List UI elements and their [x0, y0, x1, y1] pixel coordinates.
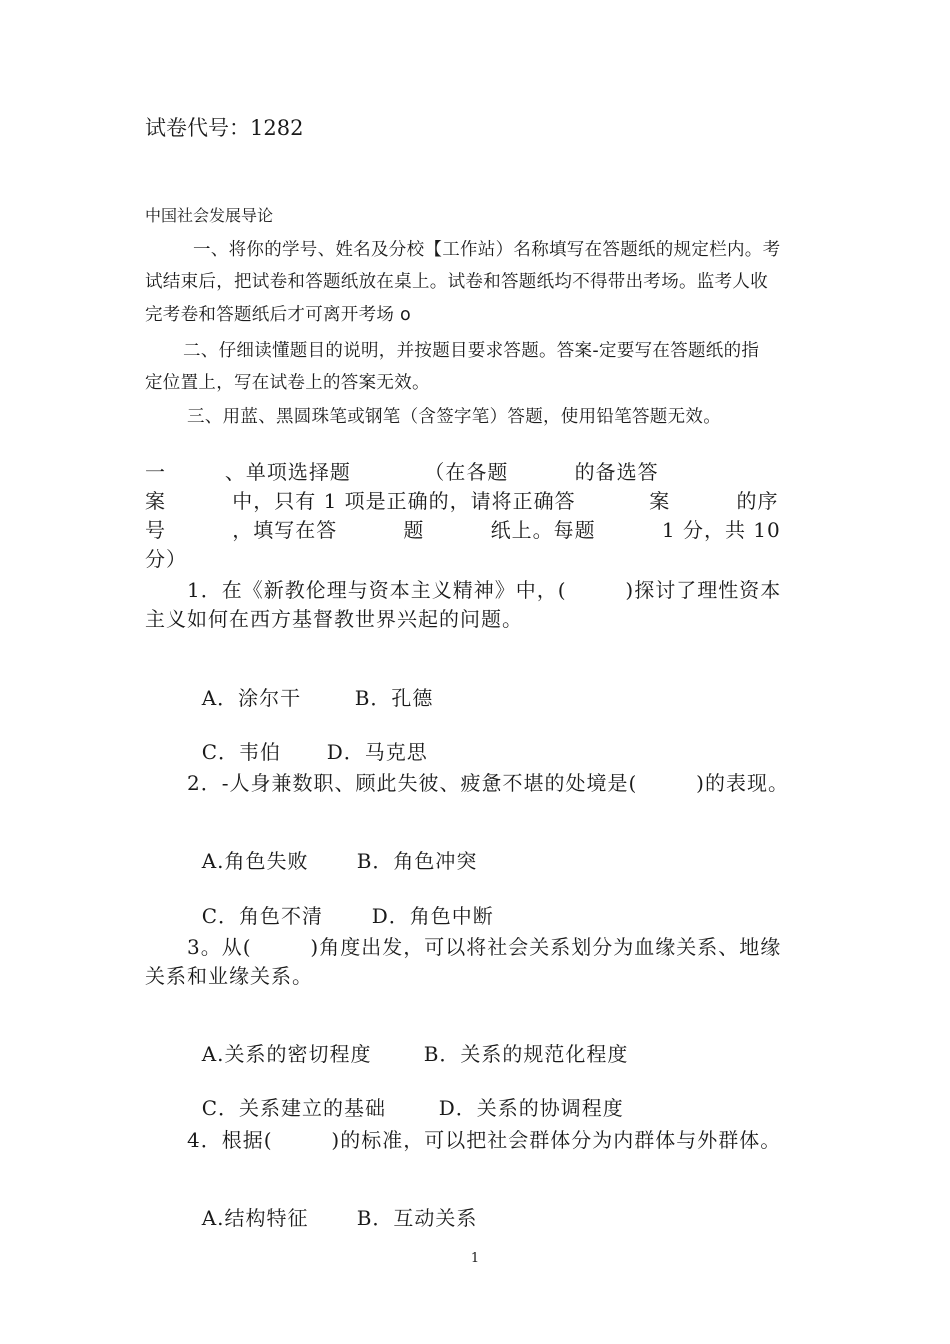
- question-2-stem: 2．-人身兼数职、顾此失彼、疲惫不堪的处境是( )的表现。: [187, 771, 789, 795]
- option-a: A.角色失败: [201, 849, 309, 873]
- question-3-options-row: [187, 1014, 628, 1067]
- question-3-stem: 3。从( )角度出发，可以将社会关系划分为血缘关系、地缘: [187, 935, 782, 959]
- question-1-stem: 1．在《新教伦理与资本主义精神》中，( )探讨了理性资本: [187, 578, 782, 602]
- option-b: B．孔德: [354, 686, 434, 710]
- option-b: B．关系的规范化程度: [423, 1042, 629, 1066]
- instruction-line: 一、将你的学号、姓名及分校【工作站）名称填写在答题纸的规定栏内。考: [193, 240, 781, 260]
- section-heading-line: 一 、单项选择题 （在各题 的备选答: [145, 460, 659, 484]
- instruction-line: 定位置上，写在试卷上的答案无效。: [145, 373, 430, 393]
- question-1-options-row: [187, 658, 433, 711]
- question-4-options-row: [187, 1178, 477, 1231]
- option-c: C．关系建立的基础: [201, 1096, 387, 1120]
- paper-code: 试卷代号：1282: [145, 116, 304, 140]
- instruction-line: 二、仔细读懂题目的说明，并按题目要求答题。答案-定要写在答题纸的指: [183, 341, 760, 361]
- question-3-stem: 关系和业缘关系。: [145, 964, 313, 988]
- option-a: A.结构特征: [201, 1206, 309, 1230]
- option-c: C．韦伯: [201, 740, 282, 764]
- question-1-stem: 主义如何在西方基督教世界兴起的问题。: [145, 607, 523, 631]
- page-number: 1: [470, 1251, 480, 1266]
- instruction-line: 完考卷和答题纸后才可离开考场 o: [145, 305, 412, 325]
- option-c: C．角色不清: [201, 904, 324, 928]
- question-4-stem: 4．根据( )的标准，可以把社会群体分为内群体与外群体。: [187, 1128, 782, 1152]
- section-heading-line: 案 中，只有 1 项是正确的，请将正确答 案 的序: [145, 489, 779, 513]
- option-b: B．互动关系: [356, 1206, 478, 1230]
- option-a: A.关系的密切程度: [201, 1042, 372, 1066]
- question-2-options-row: [187, 821, 477, 874]
- course-title: 中国社会发展导论: [145, 206, 274, 225]
- option-a: A．涂尔干: [201, 686, 302, 710]
- instruction-line: 试结束后，把试卷和答题纸放在桌上。试卷和答题纸均不得带出考场。监考人收: [145, 272, 768, 292]
- option-d: D．马克思: [326, 740, 428, 764]
- question-3-options-row: [187, 1068, 624, 1121]
- section-heading-line: 分）: [145, 547, 187, 571]
- section-heading-line: 号 ，填写在答 题 纸上。每题 1 分，共 10: [145, 518, 781, 542]
- instruction-line: 三、用蓝、黑圆珠笔或钢笔（含签字笔）答题，使用铅笔答题无效。: [187, 407, 721, 427]
- option-d: D．角色中断: [371, 904, 494, 928]
- option-d: D．关系的协调程度: [438, 1096, 624, 1120]
- question-2-options-row: [187, 876, 494, 929]
- option-b: B．角色冲突: [356, 849, 478, 873]
- question-1-options-row: [187, 712, 428, 765]
